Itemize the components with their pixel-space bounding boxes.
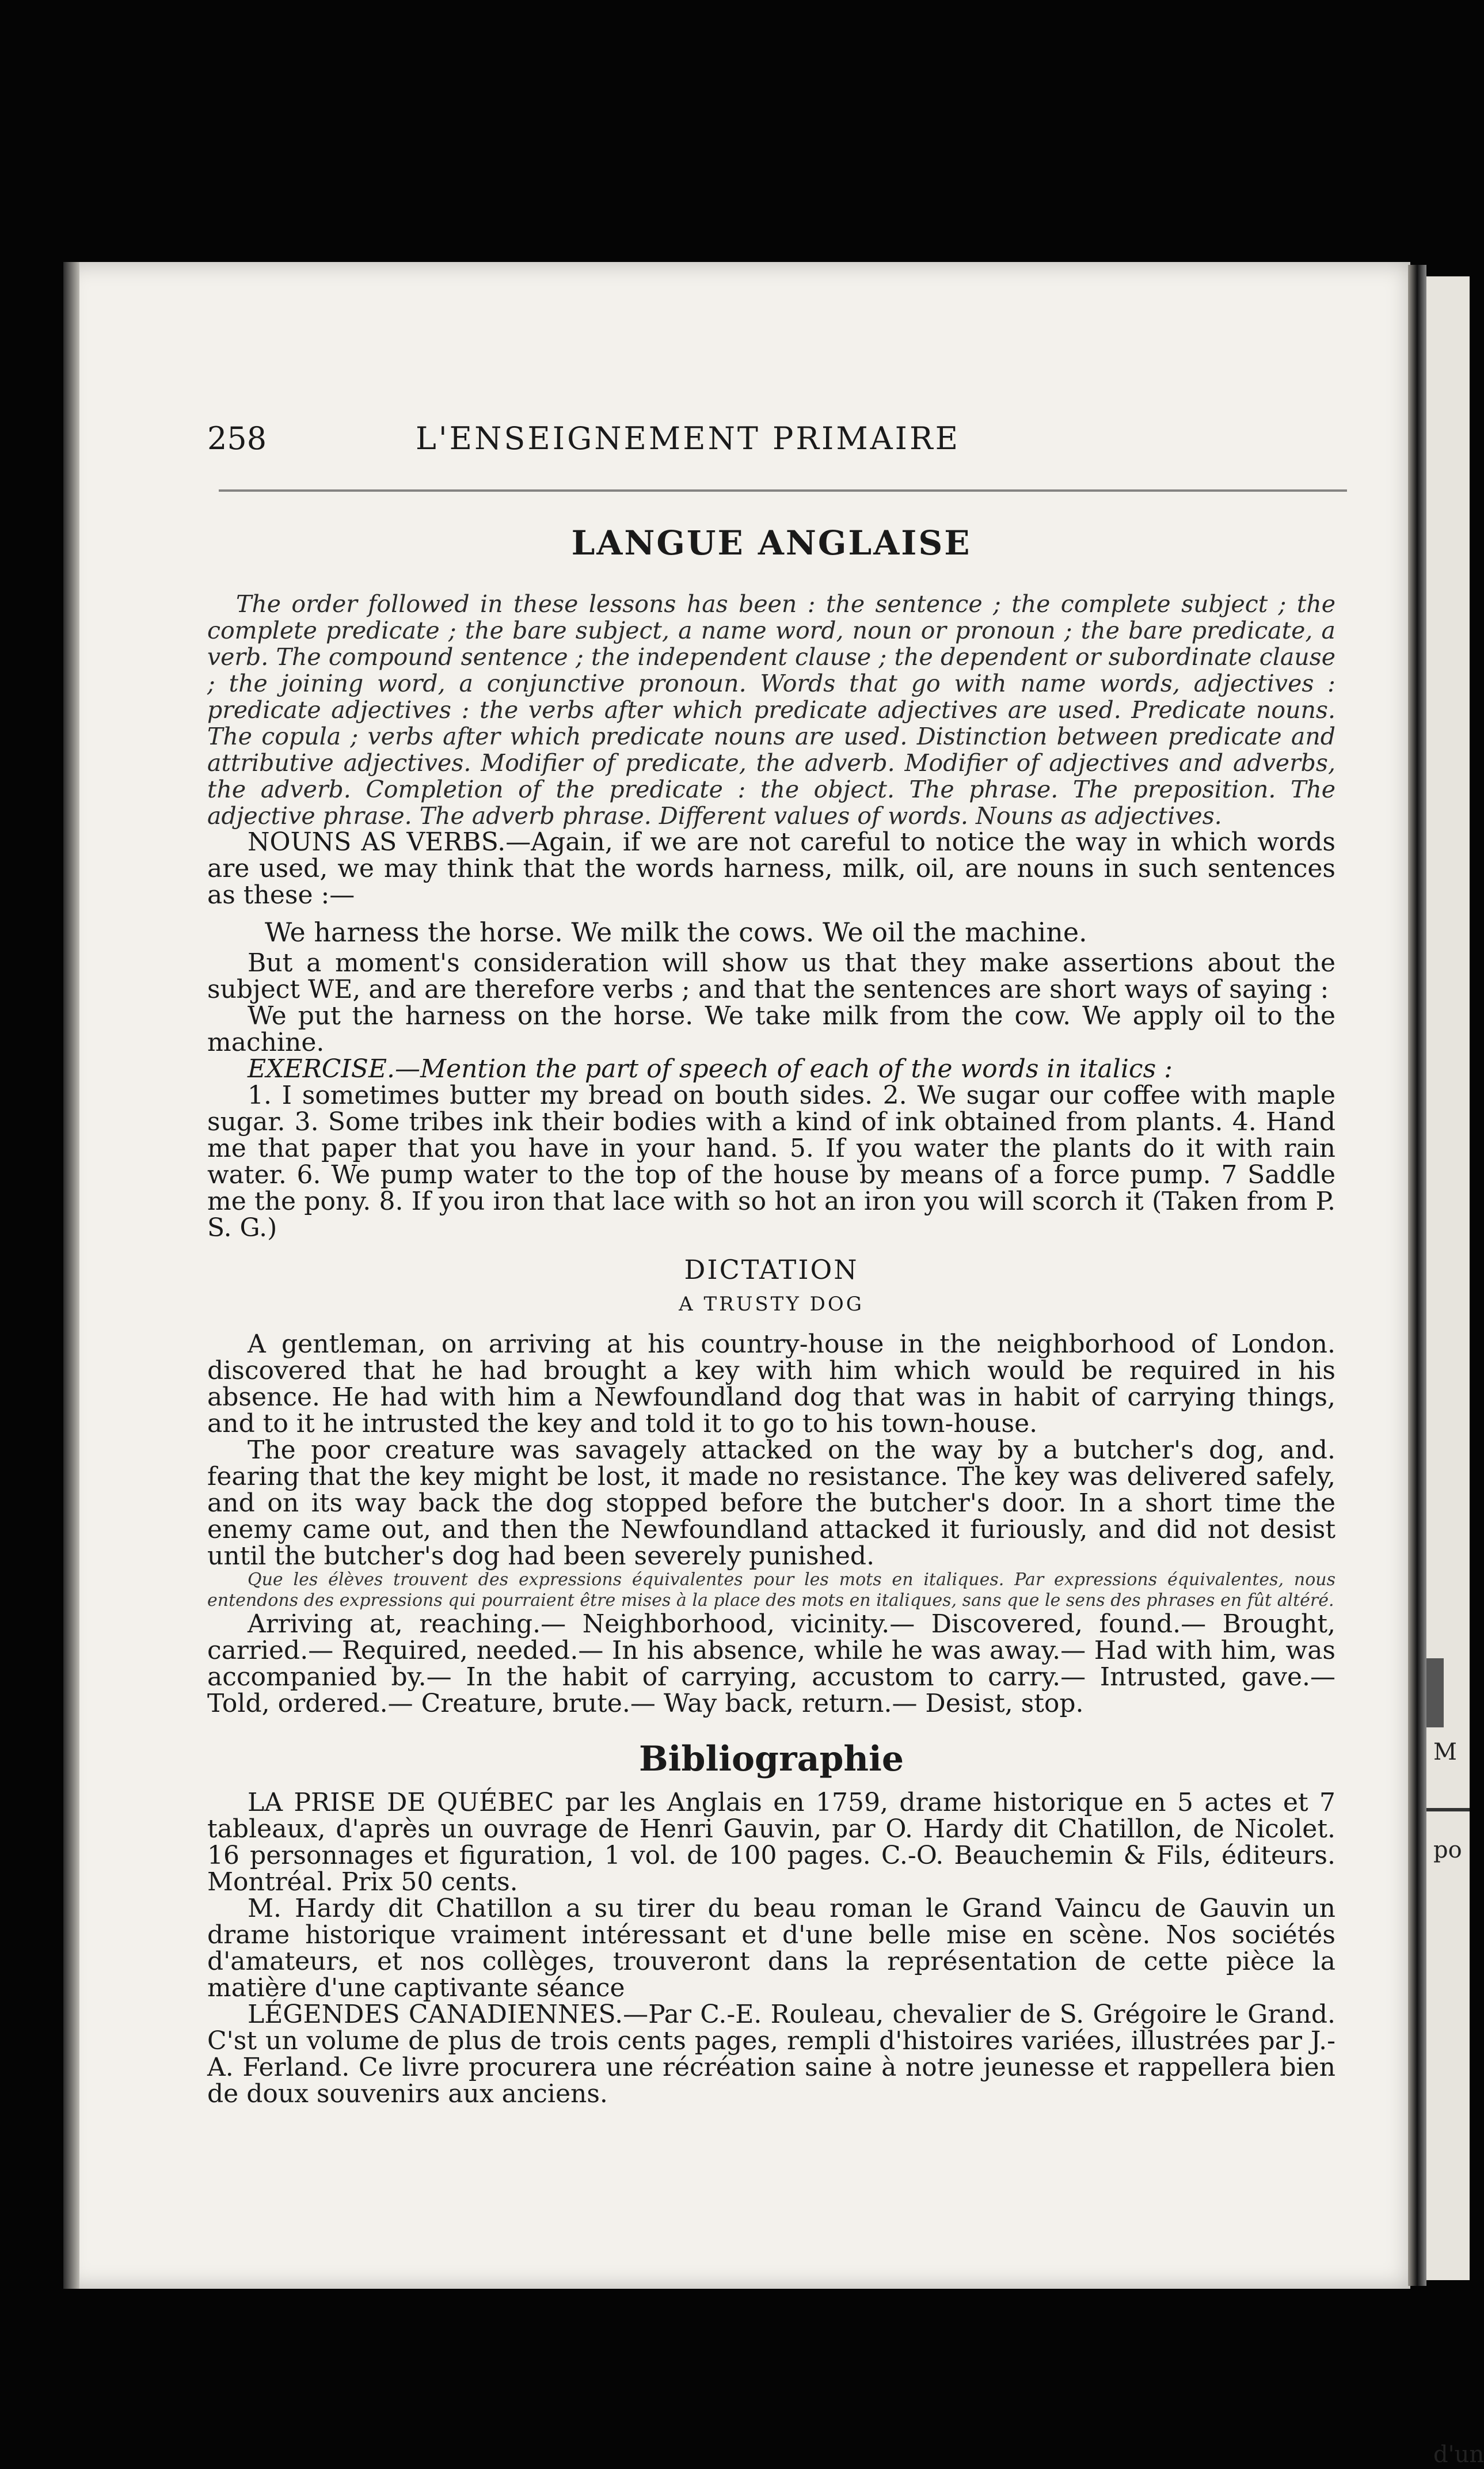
paragraph: LA PRISE DE QUÉBEC par les Anglais en 1759, drame historique en 5 actes et 7 tableaux, d'après un ouvrage de Henri Gauvin, par O. Hardy dit Chatillon, de Nicolet. 16 personnages et figuration, 1 vol. de 100 pages. C.-O. Beauchemin & Fils, éditeurs. Montréal. Prix 50 cents. (207, 1788, 1335, 1897)
running-title: L'ENSEIGNEMENT PRIMAIRE (415, 420, 961, 457)
page-header (207, 415, 1076, 466)
paragraph: But a moment's consideration will show us that they make assertions about the subject WE, and are therefore verbs ; and that the sentences are short ways of saying : (207, 948, 1335, 1004)
lesson-summary: The order followed in these lessons has been : the sentence ; the complete subject ; the complete predicate ; the bare subject, a name word, noun or pronoun ; the bare predicate, a verb. The compound sentence ; the independent clause ; the dependent or subordinate clause ; the joining word, a conjunctive pronoun. Words that go with name words, adjectives : predicate adjectives : the verbs after which predicate adjectives are used. Predicate nouns. The copula ; verbs after which predicate nouns are used. Distinction between predicate and attributive adjectives. Modifier of predicate, the adverb. Modifier of adjectives and adverbs, the adverb. Completion of the predicate : the object. The phrase. The preposition. The adjective phrase. The adverb phrase. Different values of words. Nouns as adjectives. (207, 590, 1335, 830)
facing-page-text: d'un (1433, 2441, 1484, 2468)
bibliography-title: Bibliographie (638, 1739, 904, 1779)
page-left-edge (63, 262, 79, 2289)
section-title: LANGUE ANGLAISE (571, 523, 972, 563)
facing-page-fragment (1426, 276, 1484, 2468)
page-content (207, 518, 1335, 2107)
example-sentences: We harness the horse. We milk the cows. We oil the machine. (265, 917, 1087, 948)
paragraph: We put the harness on the horse. We take milk from the cow. We apply oil to the machine. (207, 1001, 1335, 1057)
paragraph: A gentleman, on arriving at his country-house in the neighborhood of London. discovered that he had brought a key with him which would be required in his absence. He had with him a Newfoundland dog that was in habit of carrying things, and to it he intrusted the key and told it to go to his town-house. (207, 1330, 1335, 1438)
paragraph: Arriving at, reaching.— Neighborhood, vicinity.— Discovered, found.— Brought, carried.— Required, needed.— In his absence, while he was away.— Had with him, was accompanied by.— In the habit of carrying, accustom to carry.— Intrusted, gave.— Told, ordered.— Creature, brute.— Way back, return.— Desist, stop. (207, 1609, 1335, 1718)
exercise-items: 1. I sometimes butter my bread on bouth sides. 2. We sugar our coffee with maple sugar. 3. Some tribes ink their bodies with a kind of ink obtained from plants. 4. Hand me that paper that you have in your hand. 5. If you water the plants do it with rain water. 6. We pump water to the top of the house by means of a force pump. 7 Saddle me the pony. 8. If you iron that lace with so hot an iron you will scorch it (Taken from P. S. G.) (207, 1081, 1335, 1243)
paragraph: LÉGENDES CANADIENNES.—Par C.-E. Rouleau, chevalier de S. Grégoire le Grand. C'st un volume de plus de trois cents pages, rempli d'histoires variées, illustrées par J.-A. Ferland. Ce livre procurera une récréation saine à notre jeunesse et rappellera bien de doux souvenirs aux anciens. (207, 2000, 1335, 2109)
dictation-title: DICTATION (684, 1254, 859, 1285)
page-number: 258 (207, 420, 267, 457)
facing-page-rule (1426, 1808, 1470, 1811)
book-gutter (1408, 265, 1426, 2286)
exercise-heading: EXERCISE.—Mention the part of speech of each of the words in italics : (248, 1054, 1173, 1084)
facing-page-text: po (1433, 1837, 1462, 1863)
scan-bottom-border (0, 2285, 1470, 2469)
dictation-subtitle: A TRUSTY DOG (679, 1293, 864, 1316)
scan-top-border (0, 0, 1470, 271)
paragraph: M. Hardy dit Chatillon a su tirer du beau roman le Grand Vaincu de Gauvin un drame historique vraiment intéressant et d'une belle mise en scène. Nos sociétés d'amateurs, et nos collèges, trouveront dans la représentation de cette pièce la matière d'une captivante séance (207, 1894, 1335, 2003)
facing-page-mark (1426, 1658, 1444, 1727)
header-rule (219, 489, 1347, 492)
paragraph: NOUNS AS VERBS.—Again, if we are not careful to notice the way in which words are used, we may think that the words harness, milk, oil, are nouns in such sentences as these :— (207, 827, 1335, 910)
dictation-note: Que les élèves trouvent des expressions équivalentes pour les mots en italiques. Par expressions équivalentes, nous entendons des expressions qui pourraient être mises à la place des mots en italiques, sans que le sens des phrases en fût altéré. (207, 1570, 1335, 1610)
facing-page-text: M (1433, 1739, 1457, 1765)
paragraph: The poor creature was savagely attacked on the way by a butcher's dog, and. fearing that the key might be lost, it made no resistance. The key was delivered safely, and on its way back the dog stopped before the butcher's door. In a short time the enemy came out, and then the Newfoundland attacked it furiously, and did not desist until the butcher's dog had been severely punished. (207, 1435, 1335, 1571)
